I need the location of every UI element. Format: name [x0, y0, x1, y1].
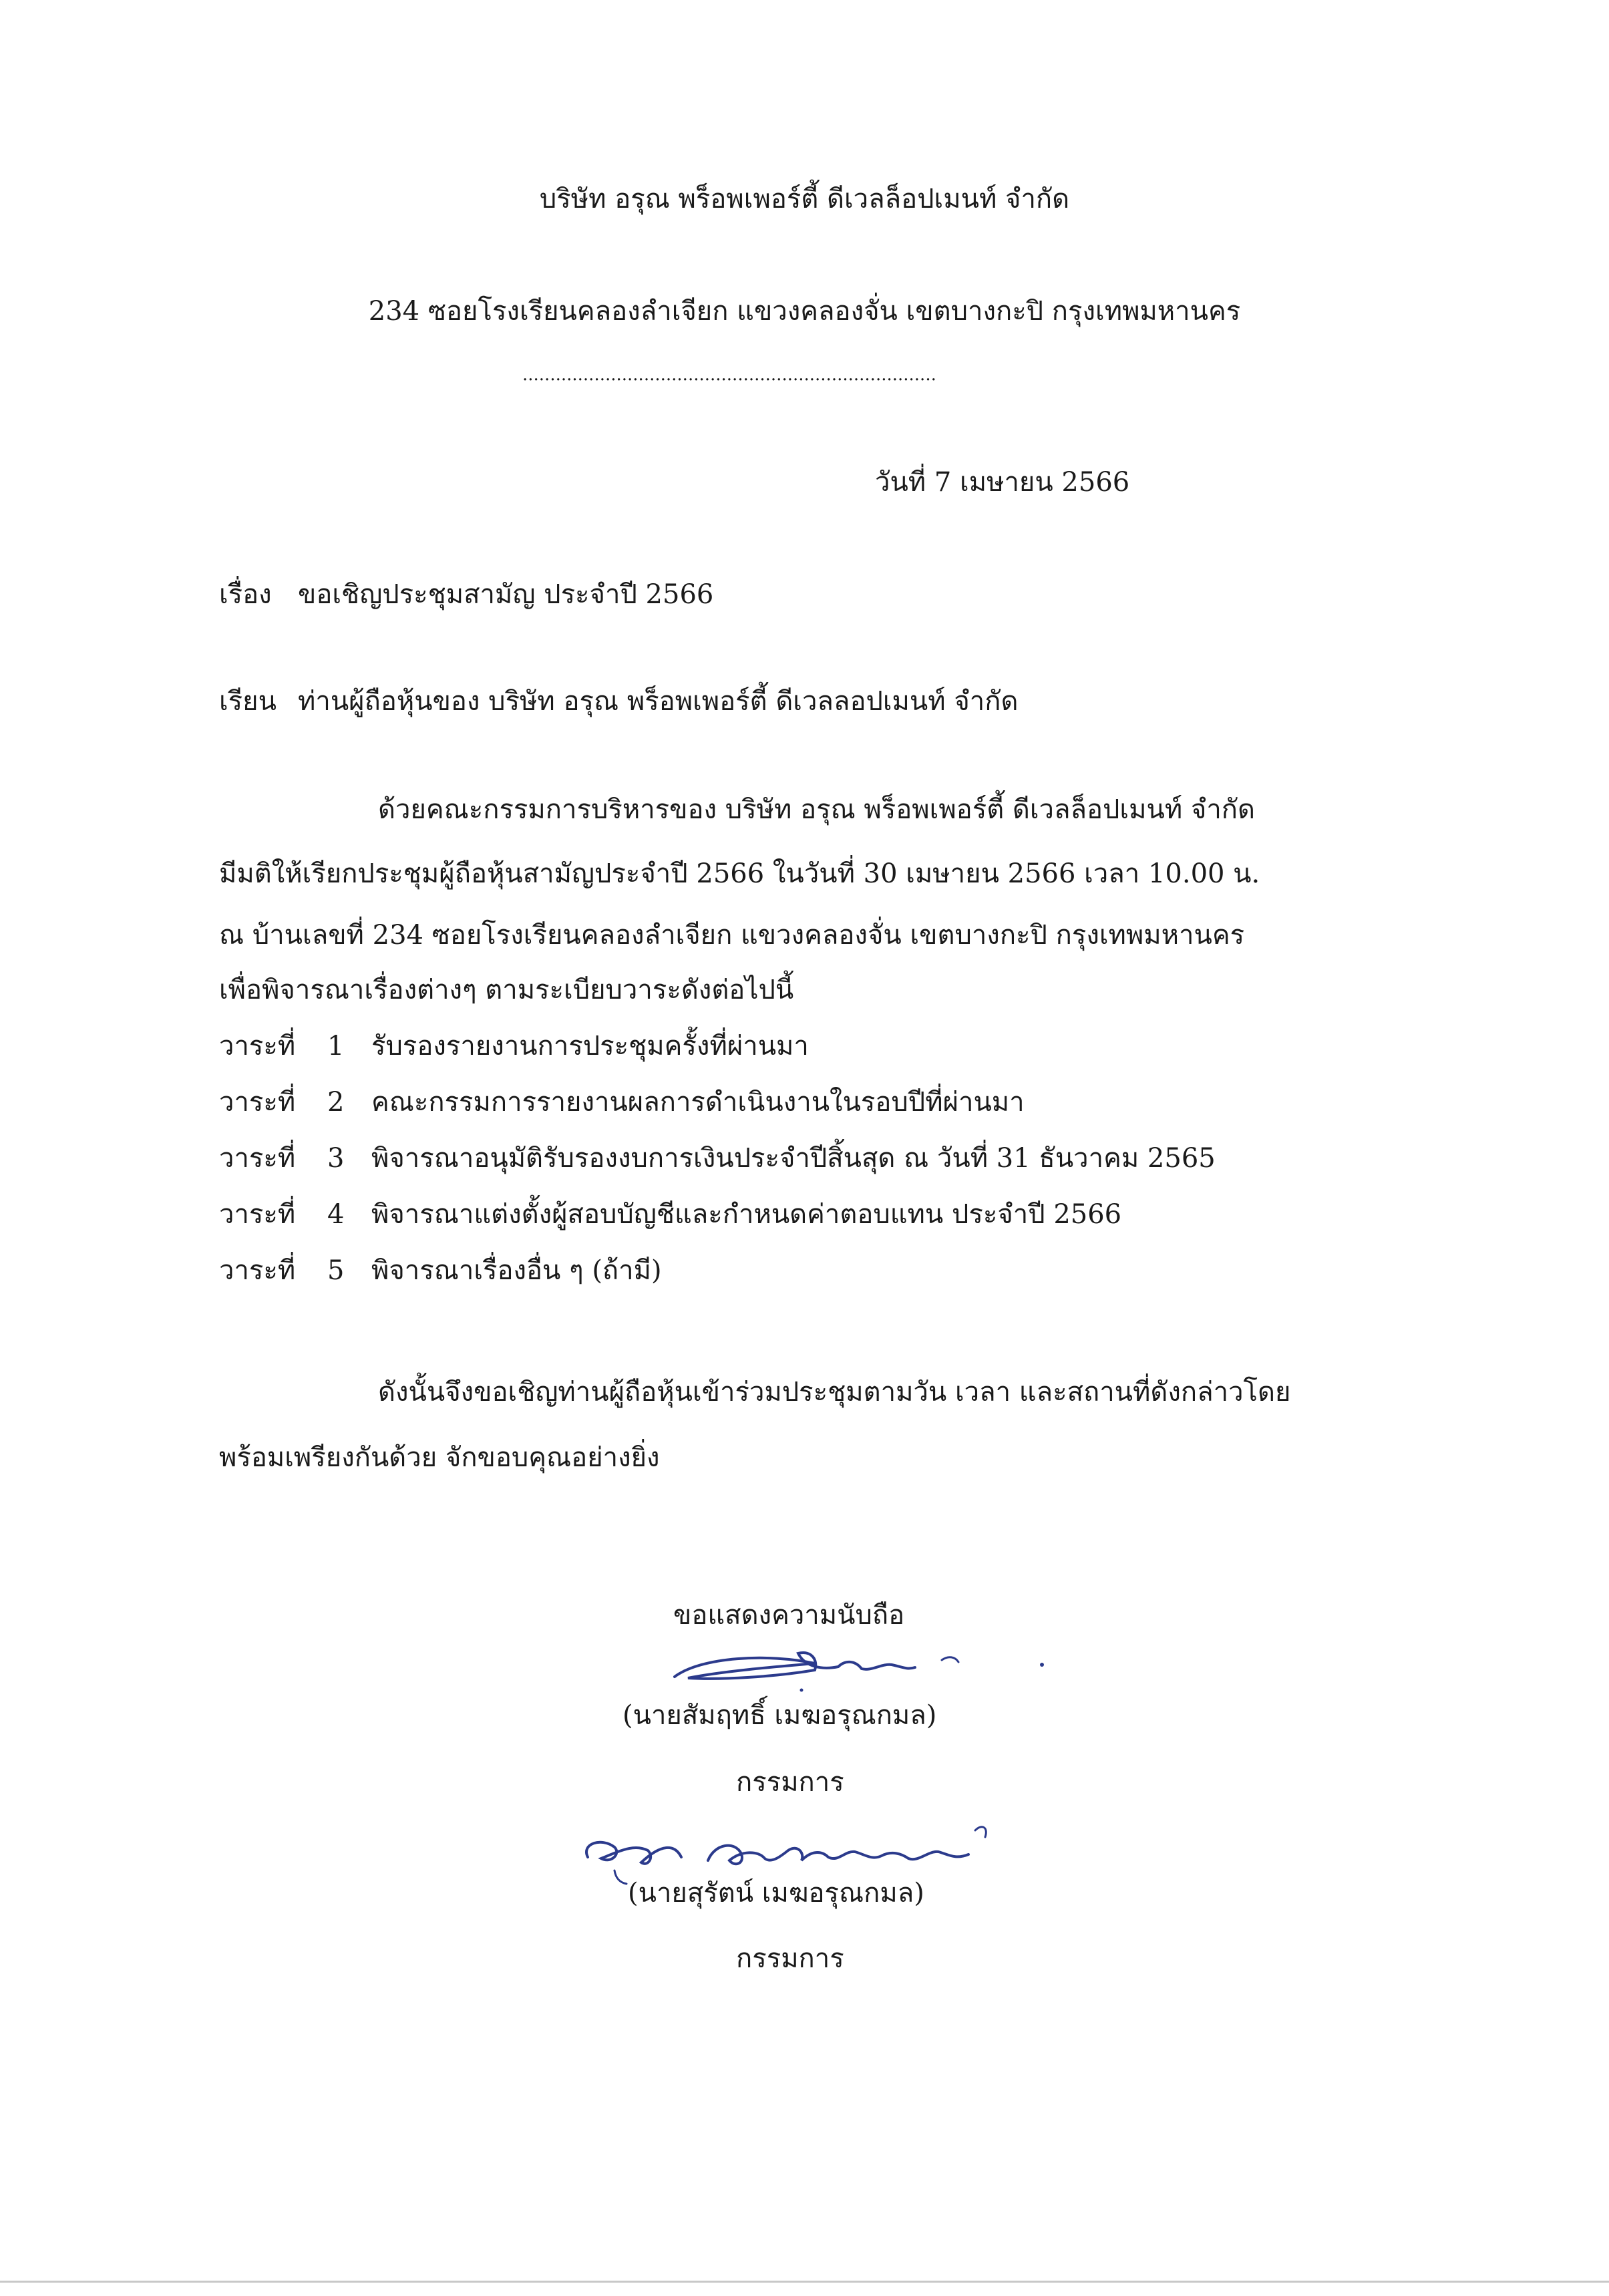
agenda-text: พิจารณาแต่งตั้งผู้สอบบัญชีและกำหนดค่าตอบแทน ประจำปี 2566 — [371, 1199, 1122, 1230]
company-address: 234 ซอยโรงเรียนคลองลำเจียก แขวงคลองจั่น เขตบางกะปิ กรุงเทพมหานคร — [368, 296, 1241, 327]
agenda-label: วาระที่ — [219, 1199, 296, 1230]
subject-label: เรื่อง — [219, 579, 272, 610]
signatory-2-position: กรรมการ — [736, 1943, 844, 1974]
recipient-label: เรียน — [219, 686, 277, 717]
agenda-text: รับรองรายงานการประชุมครั้งที่ผ่านมา — [371, 1031, 809, 1061]
letter-date: วันที่ 7 เมษายน 2566 — [875, 467, 1130, 498]
agenda-text: พิจารณาอนุมัติรับรองงบการเงินประจำปีสิ้นสุด ณ วันที่ 31 ธันวาคม 2565 — [371, 1143, 1216, 1174]
agenda-label: วาระที่ — [219, 1031, 296, 1061]
header-separator: ........................................................................... — [522, 365, 936, 385]
agenda-item — [219, 1257, 662, 1284]
signatory-2-name: (นายสุรัตน์ เมฆอรุณกมล) — [628, 1878, 924, 1909]
agenda-number: 3 — [327, 1143, 345, 1174]
company-name: บริษัท อรุณ พร็อพเพอร์ตี้ ดีเวลล็อปเมนท์ จำกัด — [539, 184, 1070, 214]
agenda-number: 1 — [327, 1031, 345, 1061]
body-paragraph-line: ณ บ้านเลขที่ 234 ซอยโรงเรียนคลองลำเจียก แขวงคลองจั่น เขตบางกะปิ กรุงเทพมหานคร — [219, 920, 1245, 951]
body-paragraph-line: เพื่อพิจารณาเรื่องต่างๆ ตามระเบียบวาระดังต่อไปนี้ — [219, 975, 794, 1005]
agenda-item — [219, 1033, 809, 1059]
subject-text: ขอเชิญประชุมสามัญ ประจำปี 2566 — [298, 579, 714, 610]
agenda-text: พิจารณาเรื่องอื่น ๆ (ถ้ามี) — [371, 1255, 662, 1286]
scan-edge-line — [0, 2281, 1609, 2283]
body-paragraph-line: ด้วยคณะกรรมการบริหารของ บริษัท อรุณ พร็อพเพอร์ตี้ ดีเวลล็อปเมนท์ จำกัด — [378, 794, 1255, 825]
agenda-text: คณะกรรมการรายงานผลการดำเนินงานในรอบปีที่ผ่านมา — [371, 1087, 1025, 1118]
agenda-item — [219, 1089, 1025, 1116]
closing-paragraph-line: พร้อมเพรียงกันด้วย จักขอบคุณอย่างยิ่ง — [219, 1442, 660, 1473]
agenda-label: วาระที่ — [219, 1143, 296, 1174]
closing-salutation: ขอแสดงความนับถือ — [673, 1600, 905, 1631]
agenda-number: 5 — [327, 1255, 345, 1286]
signatory-1-position: กรรมการ — [736, 1767, 844, 1798]
signatory-1-name: (นายสัมฤทธิ์ เมฆอรุณกมล) — [622, 1700, 937, 1731]
recipient-text: ท่านผู้ถือหุ้นของ บริษัท อรุณ พร็อพเพอร์ตี้ ดีเวลลอปเมนท์ จำกัด — [298, 686, 1019, 717]
body-paragraph-line: มีมติให้เรียกประชุมผู้ถือหุ้นสามัญประจำปี 2566 ในวันที่ 30 เมษายน 2566 เวลา 10.00 น. — [219, 858, 1260, 889]
agenda-number: 4 — [327, 1199, 345, 1230]
closing-paragraph-line: ดังนั้นจึงขอเชิญท่านผู้ถือหุ้นเข้าร่วมประชุมตามวัน เวลา และสถานที่ดังกล่าวโดย — [378, 1377, 1291, 1408]
agenda-item — [219, 1145, 1216, 1172]
agenda-number: 2 — [327, 1087, 345, 1118]
agenda-label: วาระที่ — [219, 1255, 296, 1286]
agenda-label: วาระที่ — [219, 1087, 296, 1118]
agenda-item — [219, 1201, 1121, 1228]
signature-1-image — [661, 1630, 1062, 1703]
